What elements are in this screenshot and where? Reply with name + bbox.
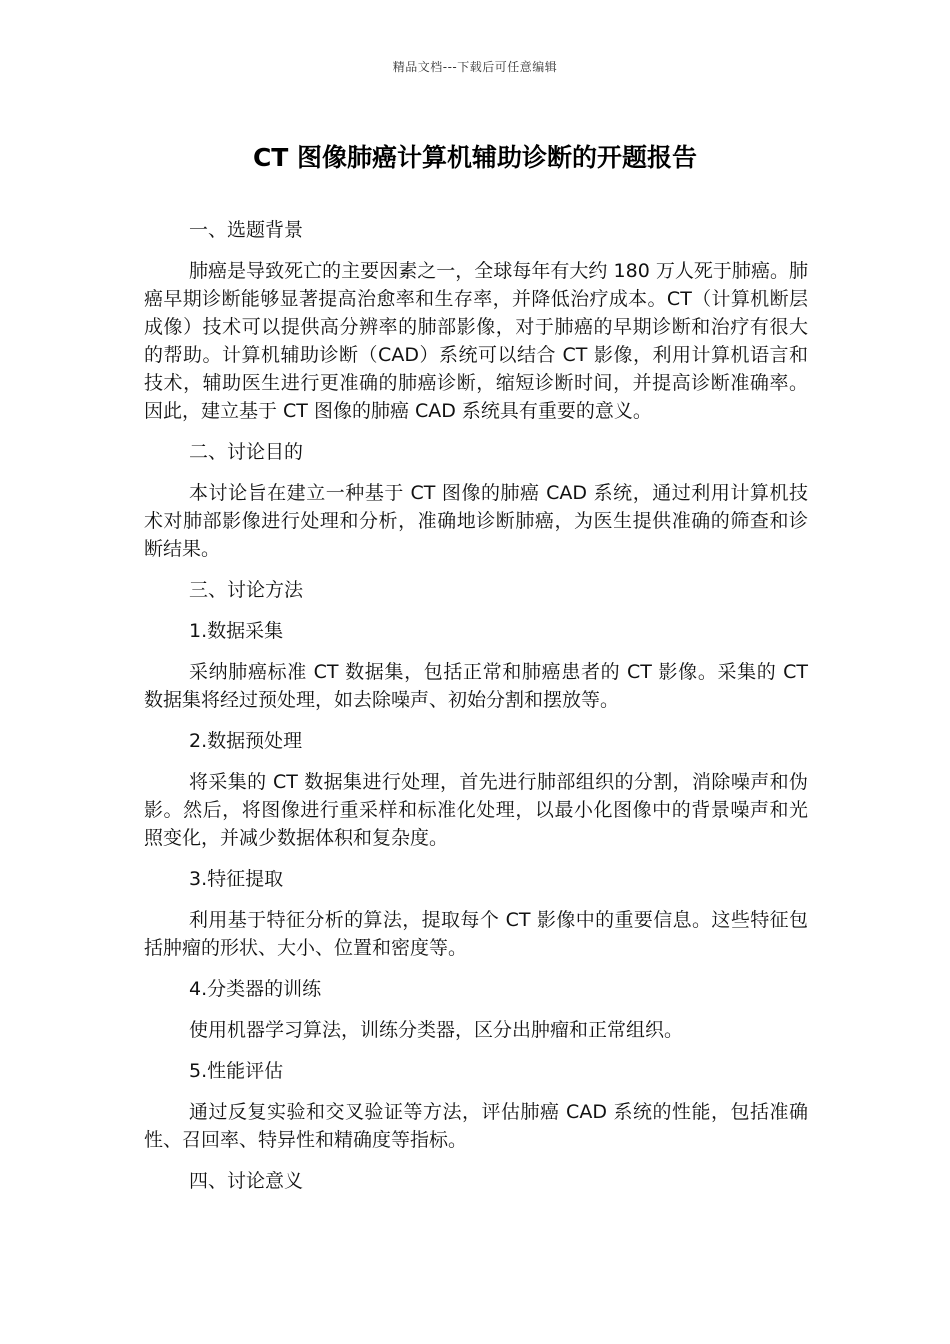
paragraph-purpose: 本讨论旨在建立一种基于 CT 图像的肺癌 CAD 系统，通过利用计算机技术对肺部影像进行处理和分析，准确地诊断肺癌，为医生提供准确的筛查和诊断结果。 [144, 482, 808, 560]
section-heading-methods: 三、讨论方法 [189, 579, 304, 601]
paragraph-preprocessing: 将采集的 CT 数据集进行处理，首先进行肺部组织的分割，消除噪声和伪影。然后，将图像进行重采样和标准化处理，以最小化图像中的背景噪声和光照变化，并减少数据体积和复杂度。 [144, 771, 808, 849]
subheading-data-collection: 1.数据采集 [189, 620, 284, 642]
section-heading-purpose: 二、讨论目的 [189, 441, 304, 463]
paragraph-data-collection: 采纳肺癌标准 CT 数据集，包括正常和肺癌患者的 CT 影像。采集的 CT 数据集将经过预处理，如去除噪声、初始分割和摆放等。 [144, 661, 808, 711]
paragraph-performance-evaluation: 通过反复实验和交叉验证等方法，评估肺癌 CAD 系统的性能，包括准确性、召回率、特异性和精确度等指标。 [144, 1101, 808, 1151]
paragraph-background: 肺癌是导致死亡的主要因素之一，全球每年有大约 180 万人死于肺癌。肺癌早期诊断能够显著提高治愈率和生存率，并降低治疗成本。CT（计算机断层成像）技术可以提供高分辨率的肺部影像，对于肺癌的早期诊断和治疗有很大的帮助。计算机辅助诊断（CAD）系统可以结合 CT 影像，利用计算机语言和技术，辅助医生进行更准确的肺癌诊断，缩短诊断时间，并提高诊断准确率。因此，建立基于 CT 图像的肺癌 CAD 系统具有重要的意义。 [144, 260, 808, 422]
subheading-classifier-training: 4.分类器的训练 [189, 978, 322, 1000]
document-body [144, 216, 808, 1208]
paragraph-classifier-training: 使用机器学习算法，训练分类器，区分出肿瘤和正常组织。 [189, 1019, 684, 1041]
section-heading-significance: 四、讨论意义 [189, 1170, 304, 1192]
section-heading-background: 一、选题背景 [189, 219, 304, 241]
subheading-preprocessing: 2.数据预处理 [189, 730, 303, 752]
page-title: CT 图像肺癌计算机辅助诊断的开题报告 [252, 143, 698, 172]
header-note: 精品文档---下载后可任意编辑 [392, 60, 558, 74]
subheading-performance-evaluation: 5.性能评估 [189, 1060, 284, 1082]
subheading-feature-extraction: 3.特征提取 [189, 868, 284, 890]
paragraph-feature-extraction: 利用基于特征分析的算法，提取每个 CT 影像中的重要信息。这些特征包括肿瘤的形状、大小、位置和密度等。 [144, 909, 808, 959]
